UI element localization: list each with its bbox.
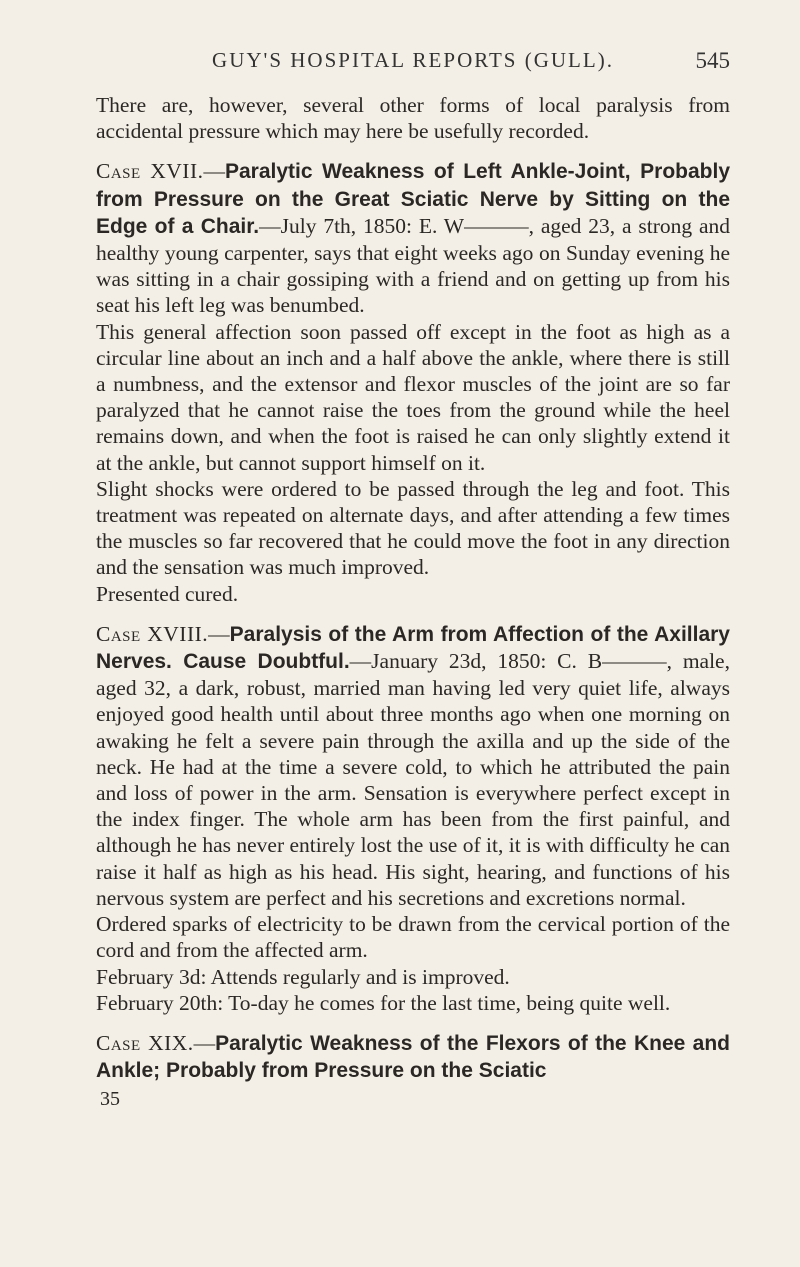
case-17-title: Paralytic Weakness of Left Ankle-Joint, Probably from Pressure on the Great Sciatic Nerve by Sitting on the Edge of a Chair.: [96, 160, 730, 238]
running-head: GUY'S HOSPITAL REPORTS (GULL).: [212, 48, 614, 72]
page-header: [96, 48, 730, 78]
body-text: [96, 92, 730, 1113]
case-19-dash: —: [193, 1030, 216, 1055]
case-19-label: Case XIX.: [96, 1030, 194, 1055]
case-17-paragraph: [96, 158, 730, 318]
case-18-paragraph: [96, 621, 730, 911]
case-18-text: —January 23d, 1850: C. B———, male, aged 32, a dark, robust, married man having led very quiet life, always enjoyed good health until about three months ago when one morning on awaking he felt a severe pain through the axilla and up the side of the neck. He had at the time a severe cold, to which he attributed the pain and loss of power in the arm. Sensation is everywhere perfect except in the index finger. The whole arm has been from the first painful, and although he has never entirely lost the use of it, it is with difficulty he can raise it half as high as his head. His sight, hearing, and functions of his nervous system are perfect and his secretions and excretions normal.: [96, 649, 730, 910]
case-17-label: Case XVII.: [96, 159, 204, 184]
page-number: 545: [695, 48, 730, 73]
case-19-paragraph: [96, 1030, 730, 1084]
printer-signature-mark: 35: [100, 1088, 120, 1111]
case-18-paragraph-3: February 3d: Attends regularly and is improved.: [96, 964, 510, 989]
case-18-dash: —: [208, 621, 230, 646]
case-17-paragraph-4: Presented cured.: [96, 581, 239, 606]
case-17-paragraph-2: This general affection soon passed off except in the foot as high as a circular line about an inch and a half above the ankle, where there is still a numbness, and the extensor and flexor muscles of the joint are so far paralyzed that he cannot raise the toes from the ground while the heel remains down, and when the foot is raised he can only slightly extend it at the ankle, but cannot support himself on it.: [96, 319, 730, 475]
case-17-text: —July 7th, 1850: E. W———, aged 23, a strong and healthy young carpenter, says that eight weeks ago on Sunday evening he was sitting in a chair gossiping with a friend and on getting up from his seat his left leg was benumbed.: [96, 213, 730, 318]
case-17-dash: —: [203, 159, 225, 184]
case-17-paragraph-3: Slight shocks were ordered to be passed through the leg and foot. This treatment was repeated on alternate days, and after attending a few times the muscles so far recovered that he could move the foot in any direction and the sensation was much improved.: [96, 476, 730, 580]
case-18-paragraph-2: Ordered sparks of electricity to be drawn from the cervical portion of the cord and from the affected arm.: [96, 912, 730, 963]
case-18-title: Paralysis of the Arm from Affection of the Axillary Nerves. Cause Doubtful.: [96, 622, 730, 674]
case-18-paragraph-4: February 20th: To-day he comes for the last time, being quite well.: [96, 990, 671, 1015]
case-19-title: Paralytic Weakness of the Flexors of the Knee and Ankle; Probably from Pressure on the Sciatic: [96, 1031, 730, 1083]
intro-paragraph: There are, however, several other forms of local paralysis from accidental pressure which may here be usefully recorded.: [96, 93, 730, 144]
case-18-label: Case XVIII.: [96, 621, 209, 646]
